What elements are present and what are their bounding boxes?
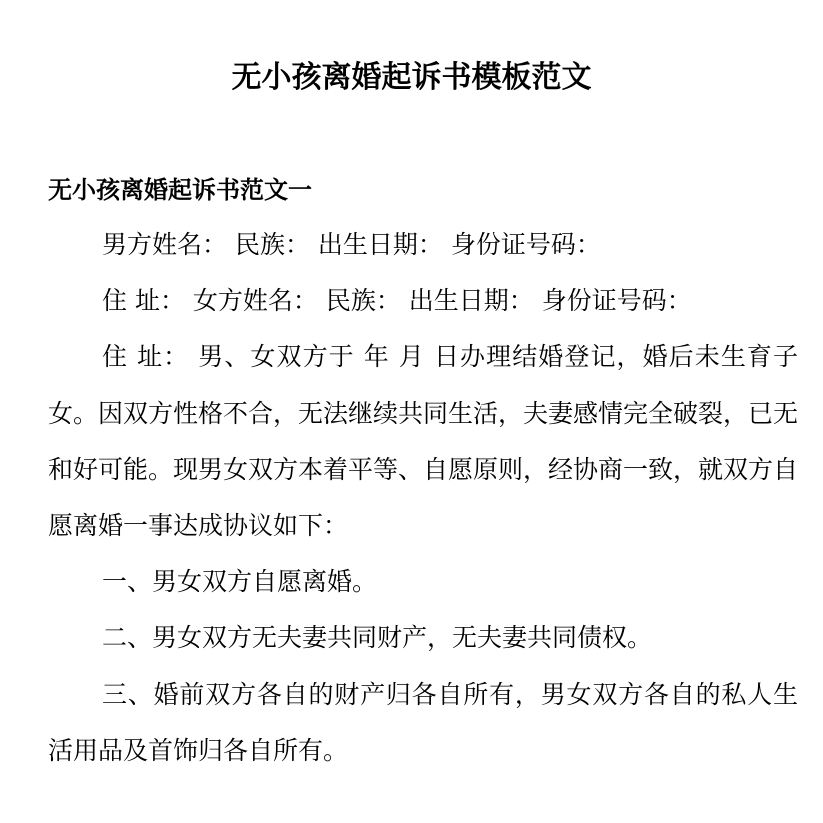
- document-title: 无小孩离婚起诉书模板范文: [231, 60, 592, 95]
- document-body: [48, 217, 798, 779]
- paragraph-clause-3: 三、婚前双方各自的财产归各自所有，男女双方各自的私人生活用品及首饰归各自所有。: [48, 679, 798, 765]
- section-heading: 无小孩离婚起诉书范文一: [48, 176, 312, 204]
- paragraph-agreement-preamble: 住 址： 男、女双方于 年 月 日办理结婚登记，婚后未生育子女。因双方性格不合，无法继续共同生活，夫妻感情完全破裂，已无和好可能。现男女双方本着平等、自愿原则，经协商一致，就双方自愿离婚一事达成协议如下：: [48, 342, 799, 541]
- paragraph-clause-2: 二、男女双方无夫妻共同财产，无夫妻共同债权。: [102, 623, 653, 653]
- paragraph-male-party-info: 男方姓名： 民族： 出生日期： 身份证号码：: [102, 230, 601, 259]
- paragraph-clause-1: 一、男女双方自愿离婚。: [102, 567, 378, 597]
- paragraph-female-party-info: 住 址： 女方姓名： 民族： 出生日期： 身份证号码：: [102, 286, 692, 316]
